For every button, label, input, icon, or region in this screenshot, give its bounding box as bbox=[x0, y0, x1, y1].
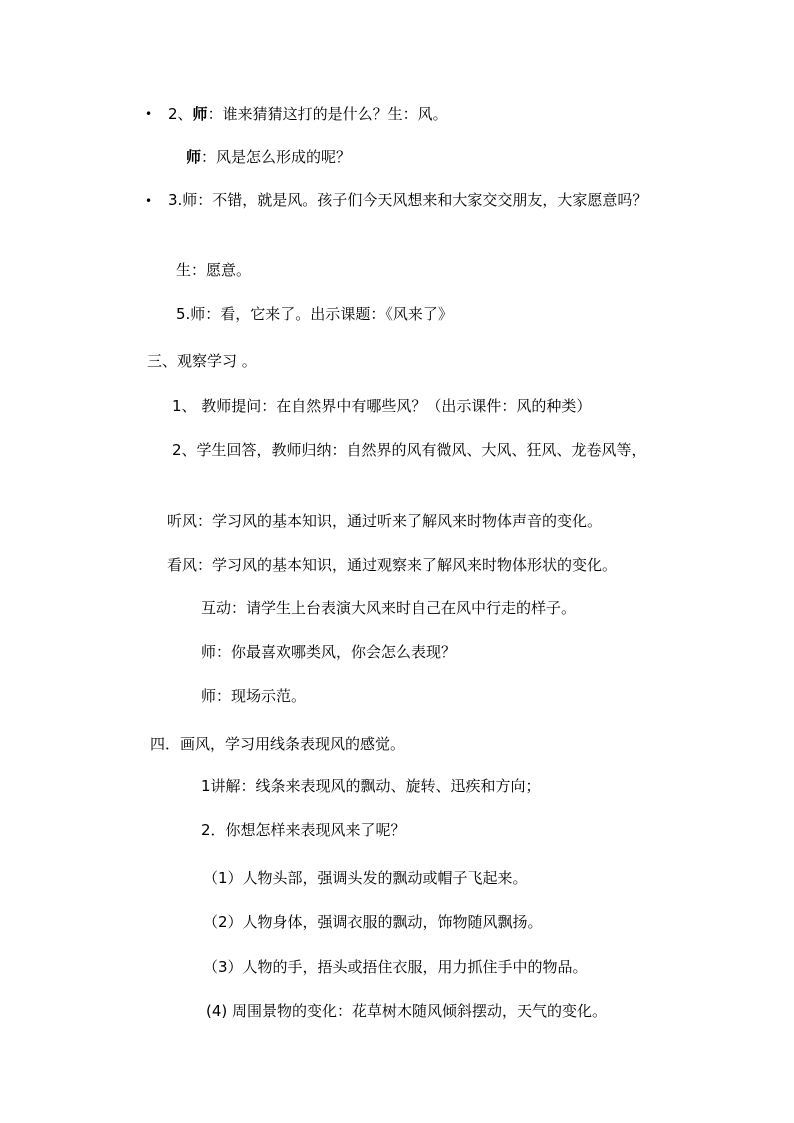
paragraph-line-15: 1讲解：线条来表现风的飘动、旋转、迅疾和方向； bbox=[201, 777, 541, 795]
bullet-mark: • bbox=[145, 194, 153, 208]
paragraph-line-16: 2．你想怎样来表现风来了呢？ bbox=[201, 821, 406, 839]
dialogue-text: ：谁来猜猜这打的是什么？生：风。 bbox=[207, 105, 448, 123]
speaker-teacher: 师 bbox=[192, 105, 208, 123]
dialogue-line-4: 生：愿意。 bbox=[176, 261, 252, 279]
item-number: 2、 bbox=[168, 105, 193, 123]
paragraph-line-9: 听风：学习风的基本知识，通过听来了解风来时物体声音的变化。 bbox=[167, 512, 603, 530]
dialogue-line-1 bbox=[168, 102, 448, 126]
list-item-2: （2）人物身体，强调衣服的飘动，饰物随风飘扬。 bbox=[203, 913, 543, 931]
list-item-3: （3）人物的手，捂头或捂住衣服，用力抓住手中的物品。 bbox=[203, 958, 588, 976]
paragraph-line-8: 2、学生回答，教师归纳：自然界的风有微风、大风、狂风、龙卷风等， bbox=[172, 441, 647, 459]
dialogue-text: ：风是怎么形成的呢？ bbox=[201, 148, 352, 166]
dialogue-line-3: 3.师：不错，就是风。孩子们今天风想来和大家交交朋友，大家愿意吗？ bbox=[168, 191, 648, 209]
paragraph-line-10: 看风：学习风的基本知识，通过观察来了解风来时物体形状的变化。 bbox=[167, 556, 618, 574]
paragraph-line-11: 互动：请学生上台表演大风来时自己在风中行走的样子。 bbox=[201, 599, 577, 617]
list-item-1: （1）人物头部，强调头发的飘动或帽子飞起来。 bbox=[203, 869, 528, 887]
paragraph-line-12: 师：你最喜欢哪类风，你会怎么表现？ bbox=[201, 643, 457, 661]
paragraph-line-13: 师：现场示范。 bbox=[201, 687, 307, 705]
bullet-mark: • bbox=[145, 107, 153, 121]
dialogue-line-5: 5.师：看，它来了。出示课题：《风来了》 bbox=[176, 305, 453, 323]
speaker-teacher: 师 bbox=[186, 148, 202, 166]
paragraph-line-7: 1、 教师提问：在自然界中有哪些风？（出示课件：风的种类） bbox=[172, 397, 592, 415]
dialogue-line-2 bbox=[186, 145, 351, 169]
section-heading-4: 四．画风，学习用线条表现风的感觉。 bbox=[150, 735, 406, 753]
list-item-4: (4) 周围景物的变化：花草树木随风倾斜摆动，天气的变化。 bbox=[206, 1002, 608, 1020]
section-heading-3: 三、观察学习 。 bbox=[147, 352, 257, 370]
